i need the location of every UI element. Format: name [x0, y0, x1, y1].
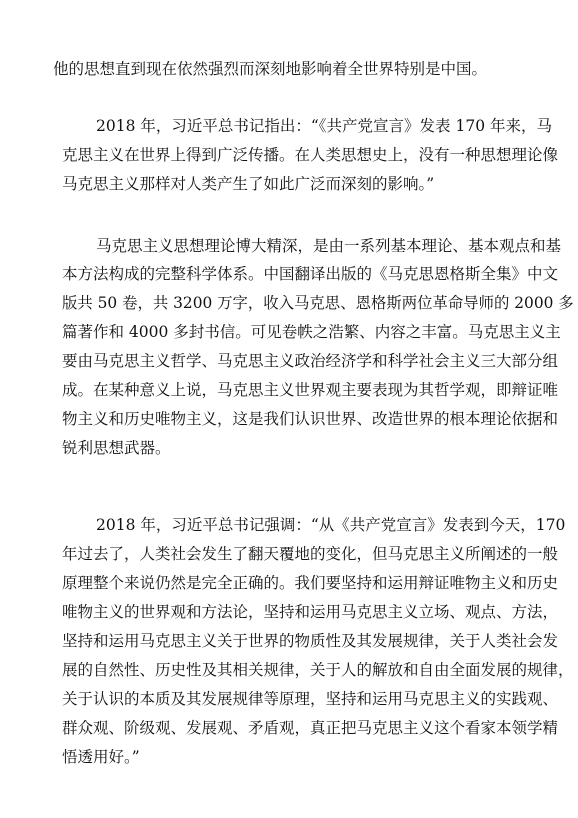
text-line: 原理整个来说仍然是完全正确的。我们要坚持和运用辩证唯物主义和历史: [62, 574, 559, 592]
text-line: 马克思主义思想理论博大精深，是由一系列基本理论、基本观点和基: [96, 237, 562, 255]
text-line: 锐利思想武器。: [62, 439, 171, 457]
text-line: 唯物主义的世界观和方法论，坚持和运用马克思主义立场、观点、方法，: [62, 603, 559, 621]
text-line: 版共 50 卷，共 3200 万字，收入马克思、恩格斯两位革命导师的 2000 多: [62, 294, 574, 312]
text-line: 展的自然性、历史性及其相关规律，关于人的解放和自由全面发展的规律，: [62, 661, 574, 679]
text-line: 克思主义在世界上得到广泛传播。在人类思想史上，没有一种思想理论像: [62, 146, 559, 164]
text-line: 他的思想直到现在依然强烈而深刻地影响着全世界特别是中国。: [53, 60, 488, 78]
text-line: 悟透用好。”: [62, 748, 140, 766]
text-line: 物主义和历史唯物主义，这是我们认识世界、改造世界的根本理论依据和: [62, 410, 559, 428]
text-line: 关于认识的本质及其发展规律等原理，坚持和运用马克思主义的实践观、: [62, 690, 559, 708]
text-line: 要由马克思主义哲学、马克思主义政治经济学和科学社会主义三大部分组: [62, 352, 559, 370]
text-line: 群众观、阶级观、发展观、矛盾观，真正把马克思主义这个看家本领学精: [62, 719, 559, 737]
text-line: 年过去了，人类社会发生了翻天覆地的变化，但马克思主义所阐述的一般: [62, 545, 559, 563]
text-line: 坚持和运用马克思主义关于世界的物质性及其发展规律，关于人类社会发: [62, 632, 559, 650]
text-line: 2018 年，习近平总书记指出：“《共产党宣言》发表 170 年来，马: [96, 117, 552, 135]
text-line: 本方法构成的完整科学体系。中国翻译出版的《马克思恩格斯全集》中文: [62, 265, 559, 283]
text-line: 篇著作和 4000 多封书信。可见卷帙之浩繁、内容之丰富。马克思主义主: [62, 323, 561, 341]
text-line: 2018 年，习近平总书记强调：“从《共产党宣言》发表到今天，170: [96, 516, 566, 534]
text-line: 马克思主义那样对人类产生了如此广泛而深刻的影响。”: [62, 175, 435, 193]
text-line: 成。在某种意义上说，马克思主义世界观主要表现为其哲学观，即辩证唯: [62, 381, 559, 399]
